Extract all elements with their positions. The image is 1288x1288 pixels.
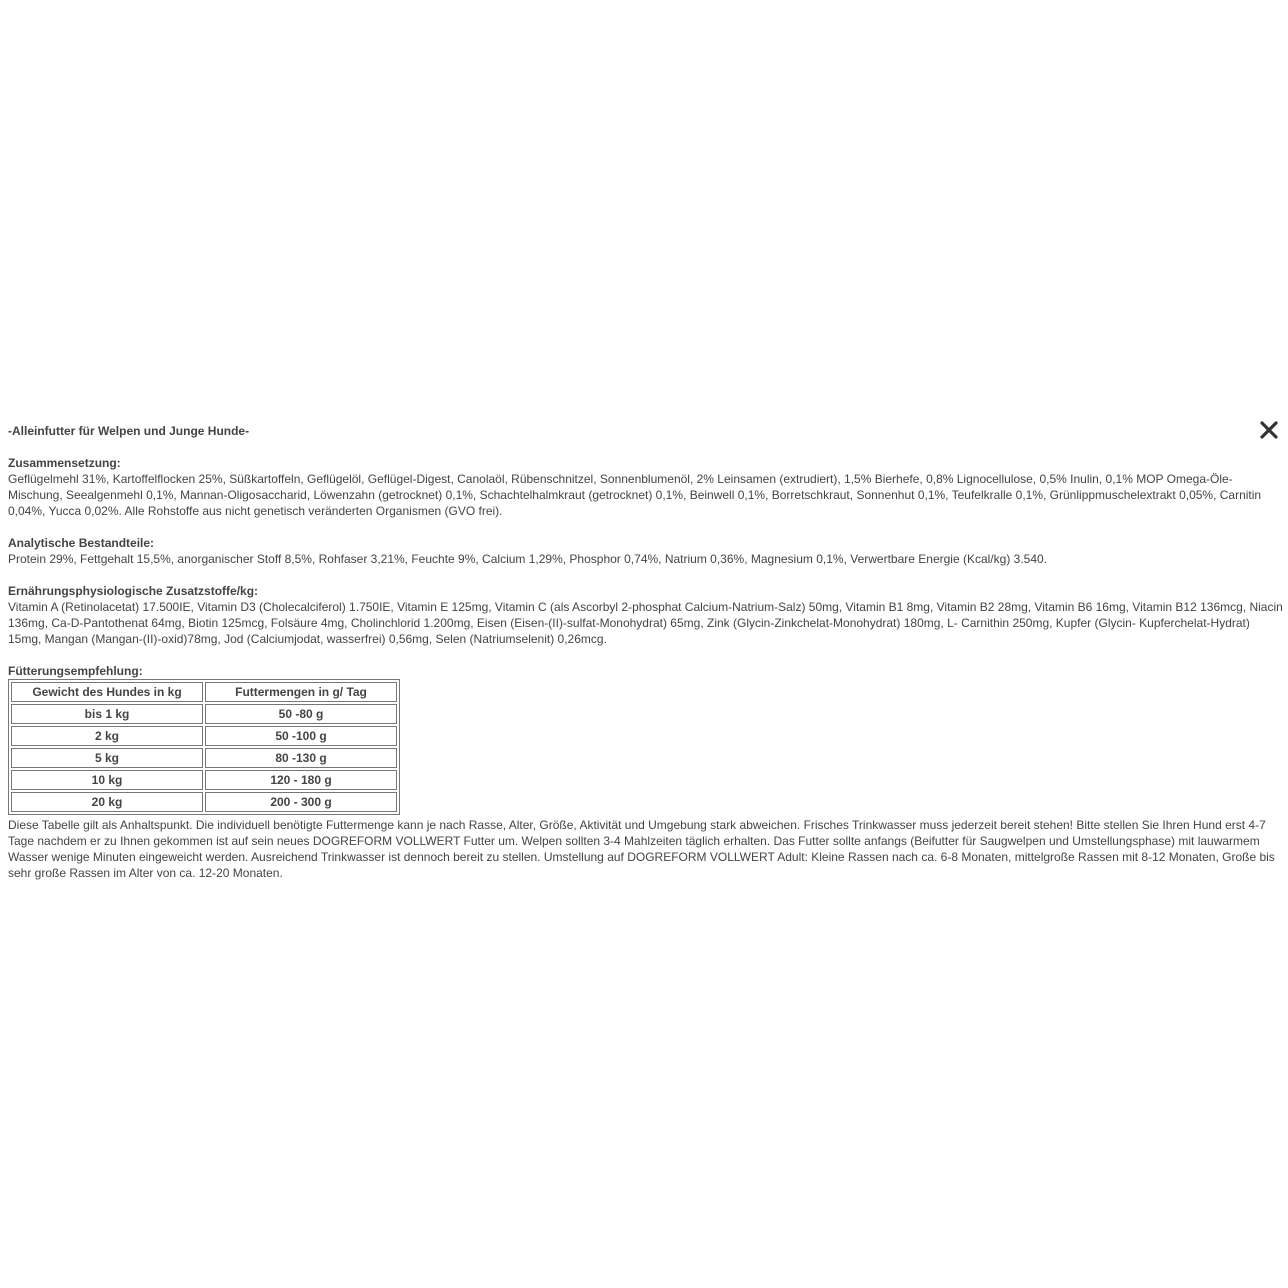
amount-cell: 120 - 180 g: [205, 770, 397, 790]
weight-cell: 20 kg: [11, 792, 203, 812]
table-row: [11, 748, 397, 768]
composition-text: Geflügelmehl 31%, Kartoffelflocken 25%, Süßkartoffeln, Geflügelöl, Geflügel-Digest, Canolaöl, Rübenschnitzel, Sonnenblumenöl, 2% Leinsamen (extrudiert), 1,5% Bierhefe, 0,8% Lignocellulose, 0,5% Inulin, 0,1% MOP Omega-Öle-Mischung, Seealgenmehl 0,1%, Mannan-Oligosaccharid, Löwenzahn (getrocknet) 0,1%, Schachtelhalmkraut (getrocknet) 0,1%, Beinwell 0,1%, Borretschkraut, Sonnenhut 0,1%, Teufelkralle 0,1%, Grünlippmuschelextrakt 0,05%, Carnitin 0,04%, Yucca 0,02%. Alle Rohstoffe aus nicht genetisch veränderten Organismen (GVO frei).: [8, 472, 1262, 518]
feeding-note: Diese Tabelle gilt als Anhaltspunkt. Die individuell benötigte Futtermenge kann je nach Rasse, Alter, Größe, Aktivität und Umgebung stark abweichen. Frisches Trinkwasser muss jederzeit bereit stehen! Bitte stellen Sie Ihren Hund erst 4-7 Tage nachdem er zu Ihnen gekommen ist auf sein neues DOGREFORM VOLLWERT Futter um. Welpen sollten 3-4 Mahlzeiten täglich erhalten. Das Futter sollte anfangs (Beifutter für Saugwelpen und Umstellungsphase) mit lauwarmem Wasser wenige Minuten eingeweicht werden. Ausreichend Trinkwasser ist dennoch bereit zu stellen. Umstellung auf DOGREFORM VOLLWERT Adult: Kleine Rassen nach ca. 6-8 Monaten, mittelgroße Rassen mit 8-12 Monaten, Große bis sehr große Rassen im Alter von ca. 12-20 Monaten.: [8, 818, 1275, 880]
feeding-heading: Fütterungsempfehlung:: [8, 664, 143, 678]
feeding-table: [8, 679, 400, 815]
table-row: [11, 770, 397, 790]
column-header-weight: Gewicht des Hundes in kg: [11, 682, 203, 702]
column-header-amount: Futtermengen in g/ Tag: [205, 682, 397, 702]
feeding-section: [8, 663, 1286, 881]
weight-cell: 5 kg: [11, 748, 203, 768]
table-row: [11, 792, 397, 812]
amount-cell: 50 -80 g: [205, 704, 397, 724]
table-header-row: [11, 682, 397, 702]
additives-section: [8, 583, 1286, 647]
composition-section: [8, 455, 1286, 519]
product-description: [8, 423, 1286, 881]
table-row: [11, 726, 397, 746]
additives-heading: Ernährungsphysiologische Zusatzstoffe/kg:: [8, 584, 259, 598]
weight-cell: 2 kg: [11, 726, 203, 746]
analytical-section: [8, 535, 1286, 567]
page-title: -Alleinfutter für Welpen und Junge Hunde-: [8, 424, 250, 438]
analytical-text: Protein 29%, Fettgehalt 15,5%, anorganischer Stoff 8,5%, Rohfaser 3,21%, Feuchte 9%, Calcium 1,29%, Phosphor 0,74%, Natrium 0,36%, Magnesium 0,1%, Verwertbare Energie (Kcal/kg) 3.540.: [8, 552, 1048, 566]
weight-cell: 10 kg: [11, 770, 203, 790]
amount-cell: 50 -100 g: [205, 726, 397, 746]
composition-heading: Zusammensetzung:: [8, 456, 121, 470]
weight-cell: bis 1 kg: [11, 704, 203, 724]
table-row: [11, 704, 397, 724]
analytical-heading: Analytische Bestandteile:: [8, 536, 155, 550]
amount-cell: 80 -130 g: [205, 748, 397, 768]
amount-cell: 200 - 300 g: [205, 792, 397, 812]
additives-text: Vitamin A (Retinolacetat) 17.500IE, Vitamin D3 (Cholecalciferol) 1.750IE, Vitamin E 125mg, Vitamin C (als Ascorbyl 2-phosphat Calcium-Natrium-Salz) 50mg, Vitamin B1 8mg, Vitamin B2 28mg, Vitamin B6 16mg, Vitamin B12 136mcg, Niacin 136mg, Ca-D-Pantothenat 64mg, Biotin 125mcg, Folsäure 4mg, Cholinchlorid 1.200mg, Eisen (Eisen-(II)-sulfat-Monohydrat) 65mg, Zink (Glycin-Zinkchelat-Monohydrat) 180mg, L- Carnithin 250mg, Kupfer (Glycin- Kupferchelat-Hydrat) 15mg, Mangan (Mangan-(II)-oxid)78mg, Jod (Calciumjodat, wasserfrei) 0,56mg, Selen (Natriumselenit) 0,26mcg.: [8, 600, 1283, 646]
